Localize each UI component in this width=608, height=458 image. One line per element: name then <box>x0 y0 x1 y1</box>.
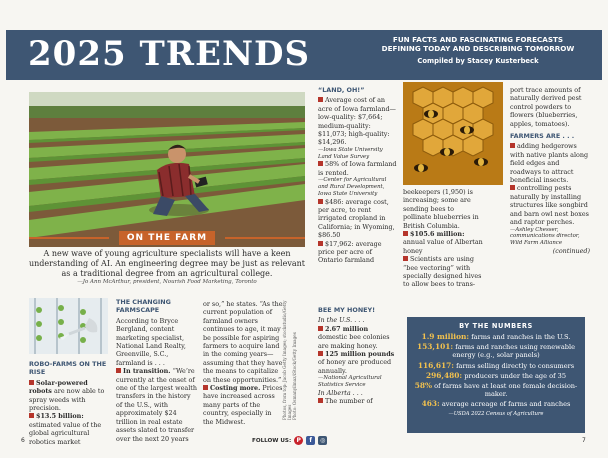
bee-item-1 <box>318 325 398 350</box>
bee-item-1-bold: 2.67 million <box>325 324 369 333</box>
farmers-section <box>510 86 590 255</box>
numbers-row-value: 153,101: <box>417 342 454 352</box>
numbers-row <box>407 382 585 398</box>
bullet-icon <box>403 231 408 236</box>
numbers-row-value: 58% <box>414 381 433 391</box>
land-item-4 <box>318 240 398 265</box>
farmers-item-2 <box>510 184 590 226</box>
by-the-numbers-box <box>407 317 585 433</box>
page-number-left: 6 <box>21 437 25 444</box>
land-section <box>318 86 398 265</box>
continued-label: (continued) <box>552 246 590 255</box>
bullet-icon <box>203 385 208 390</box>
footer <box>0 431 608 451</box>
bullet-icon <box>318 351 323 356</box>
robo-item-1-bold: Solar-powered robots <box>29 378 88 396</box>
bee-item-4-bold: $105.6 million: <box>410 230 465 239</box>
land-item-3-text: $486: average cost, per acre, to rent irrigated cropland in California; in Wyoming, $86.50 <box>318 197 395 240</box>
bullet-icon <box>510 185 515 190</box>
numbers-row-value: 296,480: <box>425 370 463 380</box>
land-item-1-text: Average cost of an acre of Iowa farmland—low-quality: $7,664; medium-quality: $11,073; high-quality: $14,296. <box>318 96 396 147</box>
bee-item-1-text: domestic bee colonies are making honey. <box>318 333 390 350</box>
bee-cont-2: port trace amounts of naturally derived pest control powders to flowers (blueberries, apples, tomatoes). <box>510 86 582 128</box>
bullet-icon <box>318 398 323 403</box>
bee-item-3 <box>318 397 398 405</box>
bee-in-alberta: In Alberta . . . <box>318 388 363 397</box>
numbers-row-value: 1.9 million: <box>421 332 470 341</box>
numbers-row-value: 116,617: <box>417 360 454 370</box>
farmers-source: —Ashley Chesser, communications director, Wild Farm Alliance <box>510 226 580 247</box>
land-source-1: —Iowa State University Land Value Survey <box>318 146 383 160</box>
bee-item-2-bold: 125 million pounds <box>325 350 395 359</box>
by-the-numbers-heading: BY THE NUMBERS <box>459 322 533 330</box>
bee-cont-1: beekeepers (1,950) is increasing; some are sending bees to pollinate blueberries in British Columbia. <box>403 188 479 230</box>
numbers-row <box>407 400 585 408</box>
facebook-icon[interactable]: f <box>306 436 315 445</box>
farmscape-p3: or so,” he states. “As the current population of farmland owners continues to age, it may be possible for aspiring farmers to acquire land in the coming years—assuming that they have the means to capitalize on these opportunities.” <box>203 300 283 384</box>
bullet-icon <box>510 143 515 148</box>
robot-sprayer-photo <box>29 298 108 354</box>
robo-item-2-text: estimated value of the global agricultural robotics market <box>29 420 102 446</box>
farm-intro: A new wave of young agriculture specialists will have a keen understanding of AI. An engineering degree may be just as relevant as a traditional degree from an agricultural college. <box>29 249 305 278</box>
farmscape-p2-text: “We’re currently at the onset of one of the largest wealth transfers in the history of the U.S., with approximately $24 trillion in real estate assets slated to transfer over the next 20 years <box>116 367 197 443</box>
follow-us <box>252 436 327 445</box>
farmscape-p1: According to Bryce Bergland, content marketing specialist, National Land Realty, Greenville, S.C., farmland is . . . <box>116 316 186 367</box>
numbers-source: —USDA 2022 Census of Agriculture <box>448 410 544 417</box>
photo-credit-vertical-1: Photos, from top: Jacob Getty Images; stockstudio/Getty Images <box>282 300 292 420</box>
banner-label: ON THE FARM <box>119 231 215 245</box>
robo-item-1-text: are now able to spray weeds with precision. <box>29 387 105 413</box>
bee-in-us: In the U.S. . . . <box>318 316 365 325</box>
numbers-row-text: of farms have at least one female decision-maker. <box>434 382 578 399</box>
photo-credit-vertical-2: Photo: Osmanyilmaz/iStock/Getty Images <box>292 332 297 420</box>
bee-item-5 <box>403 255 483 289</box>
bee-section <box>318 306 398 406</box>
on-the-farm-banner <box>29 229 305 247</box>
robo-item-2-bold: $13.5 billion: <box>36 412 84 421</box>
bee-item-2-text: of honey are produced annually. <box>318 358 392 375</box>
bullet-icon <box>318 326 323 331</box>
bee-item-4 <box>403 230 483 255</box>
page-title: 2025 TRENDS <box>28 34 311 74</box>
bees-photo <box>403 82 503 185</box>
compiled-by: Compiled by Stacey Kusterbeck <box>417 57 539 65</box>
farm-intro-credit: —Jo Ann McArthur, president, Nourish Food Marketing, Toronto <box>77 279 257 285</box>
banner-rule-left <box>29 237 109 239</box>
farmers-item-1-text: adding hedgerows with native plants along field edges and roadways to attract beneficial insects. <box>510 142 589 185</box>
numbers-row <box>407 372 585 380</box>
bee-item-4-text: annual value of Albertan honey <box>403 238 483 255</box>
bullet-icon <box>318 241 323 246</box>
farmscape-column-2 <box>203 300 283 426</box>
bee-item-2 <box>318 350 398 375</box>
numbers-row <box>407 333 585 341</box>
farmers-item-1 <box>510 142 590 184</box>
bullet-icon <box>29 413 34 418</box>
farmscape-column-1 <box>116 298 198 443</box>
land-heading: “LAND, OH!” <box>318 86 365 94</box>
farmscape-p4 <box>203 384 283 426</box>
farmscape-p4-bold: Costing more. <box>210 384 261 393</box>
robo-item-1 <box>29 379 109 413</box>
farmers-item-2-text: controlling pests naturally by installing structures like songbird and barn owl nest boxes and raptor perches. <box>510 184 589 227</box>
land-item-1 <box>318 96 398 146</box>
numbers-row-text: farms and ranches using renewable energy (e.g., solar panels) <box>452 343 575 360</box>
farmscape-heading: THE CHANGING FARMSCAPE <box>116 298 171 315</box>
numbers-row-text: farms and ranches in the U.S. <box>471 333 571 341</box>
bullet-icon <box>318 199 323 204</box>
page-number-right: 7 <box>582 437 586 444</box>
bullet-icon <box>116 368 121 373</box>
tagline: FUN FACTS AND FASCINATING FORECASTS DEFINING TODAY AND DESCRIBING TOMORROW <box>381 35 575 53</box>
instagram-icon[interactable]: ◎ <box>320 437 326 444</box>
bee-item-5-text: Scientists are using “bee vectoring” with specially designed hives to allow bees to trans- <box>403 255 482 289</box>
land-item-4-text: $17,962: average price per acre of Ontario farmland <box>318 239 382 265</box>
follow-us-label: FOLLOW US: <box>252 437 292 444</box>
bee-item-3-text: The number of <box>325 397 373 406</box>
numbers-row-text: farms selling directly to consumers <box>456 361 575 370</box>
farmscape-p2-bold: In transition. <box>123 367 171 376</box>
bullet-icon <box>318 161 323 166</box>
bullet-icon <box>318 97 323 102</box>
farmer-photo <box>29 92 305 247</box>
banner-rule-right <box>225 237 305 239</box>
bullet-icon <box>29 380 34 385</box>
bee-heading: BEE MY HONEY! <box>318 306 376 314</box>
header-band <box>6 30 602 80</box>
numbers-row-text: producers under the age of 35 <box>464 371 567 380</box>
pinterest-icon[interactable]: P <box>294 436 303 445</box>
farmscape-p4-text: Prices have increased across many parts of the country, especially in the Midwest. <box>203 384 283 426</box>
numbers-row <box>407 343 585 359</box>
bee-continuation <box>403 188 483 289</box>
numbers-row-text: average acreage of farms and ranches <box>441 400 571 409</box>
bee-source-2: —National Agricultural Statistics Service <box>318 375 382 389</box>
bullet-icon <box>403 256 408 261</box>
land-item-3 <box>318 198 398 240</box>
farmers-heading: FARMERS ARE . . . <box>510 132 575 141</box>
robo-farms-heading: ROBO-FARMS ON THE RISE <box>29 360 107 377</box>
land-item-2-text: 58% of Iowa farmland is rented. <box>318 160 397 177</box>
land-item-2 <box>318 160 398 177</box>
numbers-row <box>407 362 585 370</box>
land-source-2: —Center for Agricultural and Rural Development, Iowa State University <box>318 177 387 197</box>
numbers-row-value: 463: <box>421 399 440 409</box>
